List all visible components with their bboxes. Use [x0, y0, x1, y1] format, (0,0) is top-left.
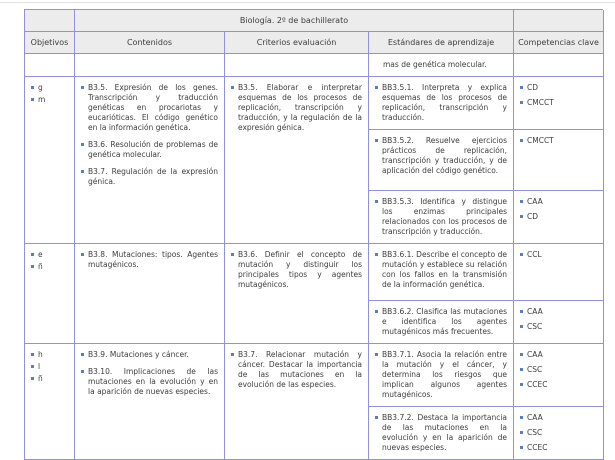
title-corner-right: [514, 10, 604, 32]
column-header-competencias: Competencias clave: [514, 32, 604, 54]
estandar-text: BB3.5.1. Interpreta y explica esquemas de los procesos de replicación, transcripción y traducción.: [375, 83, 507, 123]
block-row: [25, 244, 603, 344]
competencia-item: CSC: [520, 322, 597, 332]
contenido-item: B3.9. Mutaciones y cáncer.: [81, 350, 218, 360]
estandar-subrow: [369, 77, 604, 130]
competencia-item: CCEC: [520, 380, 597, 390]
title-corner-left: [25, 10, 75, 32]
competencia-item: CAA: [520, 413, 597, 423]
competencia-item: CMCCT: [520, 98, 597, 108]
bullet-icon: [520, 86, 523, 89]
bullet-icon: [375, 86, 378, 89]
competencias-cell: [514, 77, 604, 130]
bullet-icon: [520, 416, 523, 419]
block-row: [25, 344, 603, 460]
estandar-cell: [369, 130, 514, 191]
objetivos-cell: [25, 244, 75, 344]
bullet-icon: [31, 353, 34, 356]
contenidos-cell: [75, 344, 225, 460]
estandar-cell: [369, 191, 514, 244]
bullet-icon: [520, 446, 523, 449]
estandar-subrow: [369, 130, 604, 191]
estandar-text: BB3.5.2. Resuelve ejercicios prácticos de replicación, transcripción y traducción, y de aplicación del código genético.: [375, 136, 507, 176]
column-header-contenidos: Contenidos: [75, 32, 225, 54]
title-row: [25, 10, 603, 32]
competencias-cell: [514, 344, 604, 407]
bullet-icon: [375, 253, 378, 256]
estandar-text: BB3.6.1. Describe el concepto de mutación y establece su relación con los fallos en la transmisión de la información genética.: [375, 250, 507, 290]
column-header-estandares: Estándares de aprendizaje: [369, 32, 514, 54]
bullet-icon: [520, 200, 523, 203]
bullet-icon: [31, 365, 34, 368]
estandares-subcolumn: [369, 344, 604, 460]
estandar-text: BB3.7.1. Asocia la relación entre la mutación y el cáncer, y determina los riesgos que implican algunos agentes mutagénicos.: [375, 350, 507, 400]
competencia-item: CAA: [520, 197, 597, 207]
competencia-item: CSC: [520, 365, 597, 375]
objetivos-cell: [25, 54, 75, 77]
bullet-icon: [520, 101, 523, 104]
bullet-icon: [31, 377, 34, 380]
estandar-subrow: [369, 244, 604, 301]
objetivo-item: g: [31, 83, 68, 93]
competencia-item: CMCCT: [520, 136, 597, 146]
bullet-icon: [81, 353, 84, 356]
contenido-item: B3.6. Resolución de problemas de genética molecular.: [81, 140, 218, 160]
bullet-icon: [375, 139, 378, 142]
bullet-icon: [520, 215, 523, 218]
estandar-cell: [369, 244, 514, 301]
objetivo-item: ñ: [31, 262, 68, 272]
estandares-subcolumn: [369, 244, 604, 344]
estandar-text: BB3.6.2. Clasifica las mutaciones e identifica los agentes mutagénicos más frecuentes.: [375, 307, 507, 337]
objetivo-item: h: [31, 350, 68, 360]
contenidos-cell: [75, 244, 225, 344]
estandar-subrow: [369, 191, 604, 244]
contenido-item: B3.8. Mutaciones: tipos. Agentes mutagénicos.: [81, 250, 218, 270]
estandar-subrow: [369, 301, 604, 344]
competencias-cell: [514, 244, 604, 301]
curriculum-table: [24, 9, 603, 460]
competencia-item: CAA: [520, 350, 597, 360]
bullet-icon: [231, 86, 234, 89]
estandar-cell: [369, 77, 514, 130]
estandar-subrow: [369, 407, 604, 460]
competencias-cell: [514, 407, 604, 460]
estandar-cell: [369, 407, 514, 460]
competencia-item: CSC: [520, 428, 597, 438]
estandar-text: BB3.5.3. Identifica y distingue los enzimas principales relacionados con los procesos de transcripción y traducción.: [375, 197, 507, 237]
estandares-subcolumn: [369, 77, 604, 244]
objetivo-item: ñ: [31, 374, 68, 384]
bullet-icon: [375, 416, 378, 419]
bullet-icon: [81, 143, 84, 146]
criterios-cell: [225, 77, 369, 244]
competencia-item: CCEC: [520, 443, 597, 453]
competencia-item: CCL: [520, 250, 597, 260]
criterio-item: B3.5. Elaborar e interpretar esquemas de los procesos de replicación, transcripción y traducción, y la regulación de la expresión génica.: [231, 83, 362, 133]
criterios-cell: [225, 244, 369, 344]
competencias-cell: [514, 54, 604, 77]
bullet-icon: [520, 383, 523, 386]
continuation-text: mas de genética molecular.: [383, 60, 487, 69]
table-title: Biología. 2º de bachillerato: [75, 10, 514, 32]
column-header-criterios: Criterios evaluación: [225, 32, 369, 54]
objetivos-cell: [25, 344, 75, 460]
bullet-icon: [31, 253, 34, 256]
bullet-icon: [375, 200, 378, 203]
objetivo-item: e: [31, 250, 68, 260]
contenidos-cell: [75, 77, 225, 244]
objetivo-item: m: [31, 95, 68, 105]
criterio-item: B3.7. Relacionar mutación y cáncer. Destacar la importancia de las mutaciones en la evolución de las especies.: [231, 350, 362, 390]
bullet-icon: [520, 368, 523, 371]
block-row: [25, 77, 603, 244]
contenido-item: B3.10. Implicaciones de las mutaciones en la evolución y en la aparición de nuevas especies.: [81, 367, 218, 397]
contenido-item: B3.7. Regulación de la expresión génica.: [81, 167, 218, 187]
column-header-objetivos: Objetivos: [25, 32, 75, 54]
competencia-item: CD: [520, 83, 597, 93]
bullet-icon: [81, 253, 84, 256]
bullet-icon: [520, 310, 523, 313]
competencias-cell: [514, 130, 604, 191]
bullet-icon: [520, 253, 523, 256]
criterio-item: B3.6. Definir el concepto de mutación y distinguir los principales tipos y agentes mutagénicos.: [231, 250, 362, 290]
bullet-icon: [31, 86, 34, 89]
bullet-icon: [375, 310, 378, 313]
criterios-cell: [225, 54, 369, 77]
bullet-icon: [81, 86, 84, 89]
bullet-icon: [520, 431, 523, 434]
estandar-subrow: [369, 344, 604, 407]
bullet-icon: [520, 353, 523, 356]
competencia-item: CAA: [520, 307, 597, 317]
objetivo-item: l: [31, 362, 68, 372]
bullet-icon: [520, 139, 523, 142]
bullet-icon: [81, 370, 84, 373]
estandar-cell: [369, 301, 514, 344]
bullet-icon: [31, 98, 34, 101]
bullet-icon: [81, 170, 84, 173]
page-top-divider: [0, 2, 615, 3]
criterios-cell: [225, 344, 369, 460]
estandar-cell: [369, 344, 514, 407]
header-row: [25, 32, 603, 54]
estandar-text: BB3.7.2. Destaca la importancia de las mutaciones en la evolución y en la aparición de nuevas especies.: [375, 413, 507, 453]
objetivos-cell: [25, 77, 75, 244]
bullet-icon: [520, 325, 523, 328]
bullet-icon: [31, 265, 34, 268]
estandar-cell: [369, 54, 514, 77]
bullet-icon: [231, 353, 234, 356]
bullet-icon: [375, 353, 378, 356]
competencia-item: CD: [520, 212, 597, 222]
contenidos-cell: [75, 54, 225, 77]
continuation-row: [25, 54, 603, 77]
contenido-item: B3.5. Expresión de los genes. Transcripción y traducción genéticas en procariotas y eucarióticas. El código genético en la información genética.: [81, 83, 218, 133]
bullet-icon: [231, 253, 234, 256]
competencias-cell: [514, 301, 604, 344]
competencias-cell: [514, 191, 604, 244]
